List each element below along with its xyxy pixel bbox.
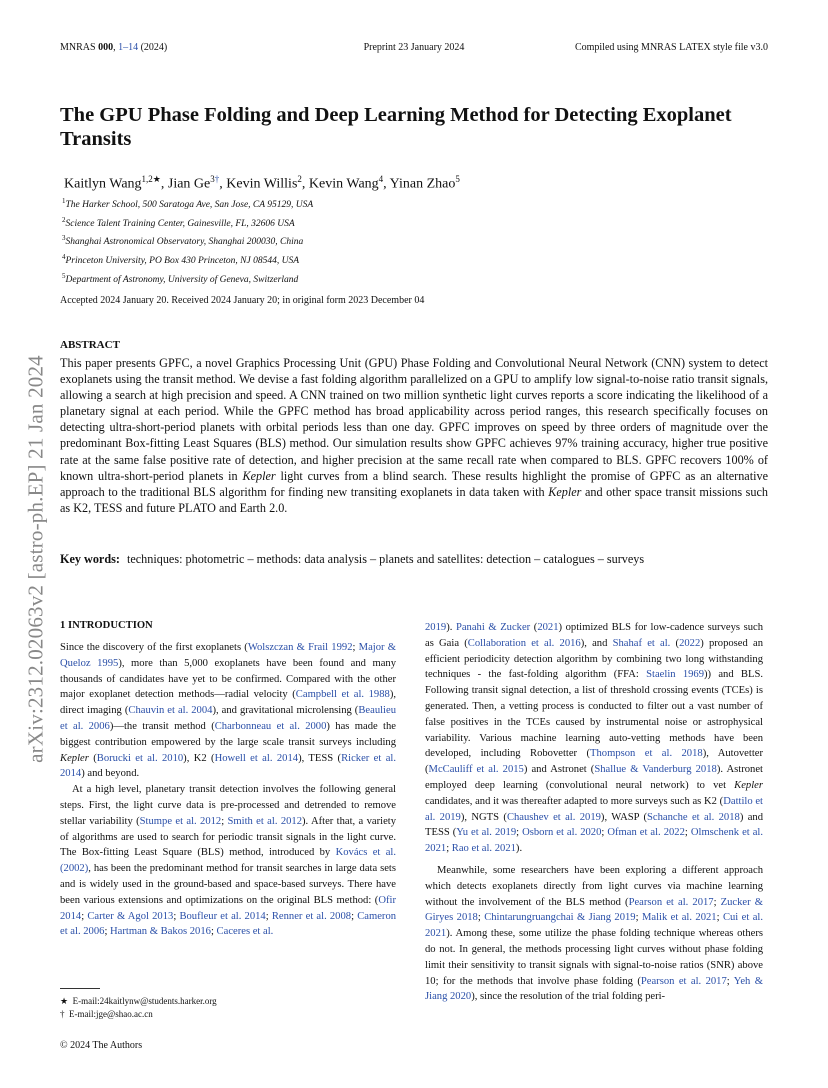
author: Kaitlyn Wang	[64, 176, 142, 192]
citation-link[interactable]: Shallue & Vanderburg 2018	[594, 764, 717, 776]
citation-link[interactable]: Staelin 1969	[646, 669, 705, 681]
footnotes	[60, 995, 217, 1020]
citation-link[interactable]: Malik et al. 2021	[641, 912, 717, 924]
right-column	[425, 620, 763, 1005]
affiliation: $^5$Department of Astronomy, University of Geneva, Switzerland	[62, 271, 299, 285]
citation-link[interactable]: Ofman et al. 2022	[607, 827, 685, 839]
citation-link[interactable]: Howell et al. 2014	[214, 752, 299, 764]
journal-ref: MNRAS 000, 1–14 (2024)	[60, 42, 168, 53]
citation-link[interactable]: Borucki et al. 2010	[96, 752, 184, 764]
citation-link[interactable]: Chintarungruangchai & Jiang 2019	[484, 912, 636, 924]
paper-title: The GPU Phase Folding and Deep Learning Method for Detecting Exoplanet Transits	[60, 104, 732, 150]
footnote: † E-mail:jge@shao.ac.cn	[60, 1008, 153, 1019]
affiliation-list	[62, 194, 313, 287]
citation-link[interactable]: Ofir 2014	[60, 894, 396, 922]
citation-link[interactable]: Osborn et al. 2020	[522, 827, 602, 839]
abstract-body: This paper presents GPFC, a novel Graphics Processing Unit (GPU) Phase Folding and Convolutional Neural Network (CNN) system to detect exoplanets using the transit method. We devise a fast folding algorithm parallelized on a GPU to amplify low signal-to-noise ratio transit signals, allowing a search at high precision and speed. A CNN trained on two million synthetic light curves reports a score indicating the likelihood of a planetary signal at each period. While the GPFC method has broad applicability across period ranges, this research specifically focuses on detecting ultra-short-period planets with orbital periods less than one day. GPFC improves on speed by three orders of magnitude over the predominant Box-fitting Least Squares (BLS) method. Our simulation results show GPFC achieves 97% training accuracy, higher true positive rate at the same false positive rate of detection, and higher precision at the same recall rate when compared to BLS. GPFC recovers 100% of known ultra-short-period planets in Kepler light curves from a blind search. These results highlight the promise of GPFC as an alternative approach to the traditional BLS algorithm for finding new transiting exoplanets in data taken with Kepler and other space transit missions such as K2, TESS and future PLATO and Earth 2.0.	[60, 356, 768, 515]
keywords: Key words: techniques: photometric – methods: data analysis – planets and satellites: detection – catalogues – surveys	[60, 552, 645, 566]
email[interactable]: E-mail:jge@shao.ac.cn	[69, 1008, 153, 1019]
citation-link[interactable]: Renner et al. 2008	[271, 910, 352, 922]
affiliation: $^1$The Harker School, 500 Saratoga Ave, San Jose, CA 95129, USA	[62, 197, 314, 211]
citation-link[interactable]: Chaushev et al. 2019	[506, 811, 601, 823]
citation-link[interactable]: Cui et al. 2021	[425, 912, 763, 940]
paragraph: Since the discovery of the first exoplanets (Wolszczan & Frail 1992; Major & Queloz 1995), more than 5,000 exoplanets have been found and many thousands of candidates have yet to be confirmed. Compared with the other major exoplanet detection methods—radial velocity (Campbell et al. 1988), direct imaging (Chauvin et al. 2004), and gravitational microlensing (Beaulieu et al. 2006)—the transit method (Charbonneau et al. 2000) has made the biggest contribution empowered by the large scale transit surveys including Kepler (Borucki et al. 2010), K2 (Howell et al. 2014), TESS (Ricker et al. 2014) and beyond.	[60, 642, 397, 780]
author-list: Kaitlyn Wang$^{1,2★}$, Jian $Ge^{3\dagger}$, Kevin Willis$^2$, Kevin Wang$^4$, Yinan Zhao$^5$	[64, 174, 460, 192]
footnote: ★ E-mail:24kaitlynw@students.harker.org	[60, 996, 217, 1006]
citation-link[interactable]: Carter & Agol 2013	[87, 910, 174, 922]
citation-link[interactable]: 2022	[679, 637, 701, 649]
citation-link[interactable]: Pearson et al. 2017	[640, 975, 727, 987]
citation-link[interactable]: Pearson et al. 2017	[628, 896, 714, 908]
paragraph: Meanwhile, some researchers have been exploring a different approach which detects exoplanets directly from light curves via machine learning without the involvement of the BLS method (Pearson et al. 2017; Zucker & Giryes 2018; Chintarungruangchai & Jiang 2019; Malik et al. 2021; Cui et al. 2021). Among these, some utilize the phase folding technique whereas others do not. In general, the methods processing light curves without phase folding limit their sensitivity to transit signals with signal-to-noise ratios (SNR) above 10; for the methods that involve phase folding (Pearson et al. 2017; Yeh & Jiang 2020), since the resolution of the trial folding peri-	[425, 864, 764, 1003]
citation-link[interactable]: 2021	[537, 622, 559, 633]
paragraph: 2019). Panahi & Zucker (2021) optimized BLS for low-cadence surveys such as Gaia (Collaboration et al. 2016), and Shahaf et al. (2022) proposed an efficient periodicity detection algorithm by combining two long withstanding techniques - the fast-folding algorithm (FFA: Staelin 1969)) and BLS. Following transit signal detection, a list of threshold crossing events (TCEs) is generated. Then, a vetting process is conducted to filter out a vast number of false positives in the TCEs caused by instrumental noise or astrophysical variability. Various machine learning auto-vetting methods have been developed, including Robovetter (Thompson et al. 2018), Autovetter (McCauliff et al. 2015) and Astronet (Shallue & Vanderburg 2018). Astronet employed deep learning (convolutional neural network) to vet Kepler candidates, and it was thereafter adapted to more surveys such as K2 (Dattilo et al. 2019), NGTS (Chaushev et al. 2019), WASP (Schanche et al. 2018) and TESS (Yu et al. 2019; Osborn et al. 2020; Ofman et al. 2022; Olmschenk et al. 2021; Rao et al. 2021).	[425, 622, 764, 855]
running-header	[60, 42, 768, 56]
citation-link[interactable]: Zucker & Giryes 2018	[425, 896, 764, 924]
abstract-heading: ABSTRACT	[60, 339, 120, 351]
citation-link[interactable]: McCauliff et al. 2015	[428, 764, 524, 776]
citation-link[interactable]: Dattilo et al. 2019	[425, 795, 764, 823]
email[interactable]: E-mail:24kaitlynw@students.harker.org	[72, 996, 217, 1006]
citation-link[interactable]: Yeh & Jiang 2020	[425, 975, 763, 1003]
citation-link[interactable]: Thompson et al. 2018	[590, 748, 703, 760]
affiliation: $^3$Shanghai Astronomical Observatory, Shanghai 200030, China	[62, 234, 304, 248]
copyright: © 2024 The Authors	[60, 1040, 143, 1051]
arxiv-id[interactable]: arXiv:2312.02063v2 [astro-ph.EP] 21 Jan 2024	[23, 355, 48, 763]
citation-link[interactable]: Campbell et al. 1988	[295, 689, 390, 701]
citation-link[interactable]: Cameron et al. 2006	[60, 910, 397, 938]
paragraph: At a high level, planetary transit detection involves the following general steps. First, the light curve data is pre-processed and detrended to remove stellar variability (Stumpe et al. 2012; Smith et al. 2012). After that, a variety of algorithms are used to search for periodic transit signals in the light curve. The Box-fitting Least Square (BLS) method, introduced by Kovács et al. (2002), has been the predominant method for transit searches in large data sets and is widely used in the ground-based and space-based surveys. There have been various extensions and optimizations on the original BLS method: (Ofir 2014; Carter & Agol 2013; Boufleur et al. 2014; Renner et al. 2008; Cameron et al. 2006; Hartman & Bakos 2016; Caceres et al.	[60, 784, 397, 938]
citation-link[interactable]: Collaboration et al. 2016	[467, 637, 581, 649]
citation-link[interactable]: 2019	[425, 622, 447, 633]
compiled-note: Compiled using MNRAS LATEX style file v3.0	[574, 42, 768, 53]
citation-link[interactable]: Ricker et al. 2014	[60, 752, 397, 780]
citation-link[interactable]: Stumpe et al. 2012	[139, 815, 222, 827]
citation-link[interactable]: Kovács et al. (2002)	[60, 847, 397, 875]
citation-link[interactable]: Beaulieu et al. 2006	[60, 705, 396, 732]
citation-link[interactable]: Charbonneau et al. 2000	[214, 720, 327, 732]
citation-link[interactable]: Major & Queloz 1995	[60, 642, 396, 669]
author: Kevin Wang	[308, 176, 379, 192]
affiliation: $^2$Science Talent Training Center, Gainesville, FL, 32606 USA	[62, 215, 295, 229]
citation-link[interactable]: Chauvin et al. 2004	[128, 705, 213, 717]
citation-link[interactable]: Wolszczan & Frail 1992	[247, 642, 353, 653]
footnote-mark[interactable]: †	[214, 174, 220, 184]
citation-link[interactable]: Panahi & Zucker	[455, 622, 531, 633]
preprint-date: Preprint 23 January 2024	[363, 42, 465, 53]
citation-link[interactable]: Boufleur et al. 2014	[179, 910, 266, 922]
author: Yinan Zhao	[389, 176, 456, 192]
pages-link[interactable]: 1–14	[118, 42, 139, 53]
citation-link[interactable]: Rao et al. 2021	[451, 843, 516, 855]
citation-link[interactable]: Hartman & Bakos 2016	[110, 926, 211, 938]
author: Kevin Willis	[226, 176, 298, 192]
citation-link[interactable]: Olmschenk et al. 2021	[425, 827, 764, 855]
section-heading: 1 INTRODUCTION	[60, 620, 153, 631]
citation-link[interactable]: Yu et al. 2019	[456, 827, 517, 839]
author: Jian Ge	[167, 176, 211, 192]
footnote-rule	[60, 988, 100, 989]
left-column	[60, 640, 396, 940]
citation-link[interactable]: Shahaf et al.	[612, 637, 671, 649]
citation-link[interactable]: Schanche et al. 2018	[647, 811, 740, 823]
arxiv-stamp	[24, 267, 48, 851]
citation-link[interactable]: Caceres et al.	[216, 926, 274, 938]
citation-link[interactable]: Smith et al. 2012	[227, 815, 303, 827]
keywords-label: Key words:	[60, 552, 120, 566]
dates-line: Accepted 2024 January 20. Received 2024 January 20; in original form 2023 December 04	[60, 295, 425, 306]
affiliation: $^4$Princeton University, PO Box 430 Princeton, NJ 08544, USA	[62, 252, 299, 267]
